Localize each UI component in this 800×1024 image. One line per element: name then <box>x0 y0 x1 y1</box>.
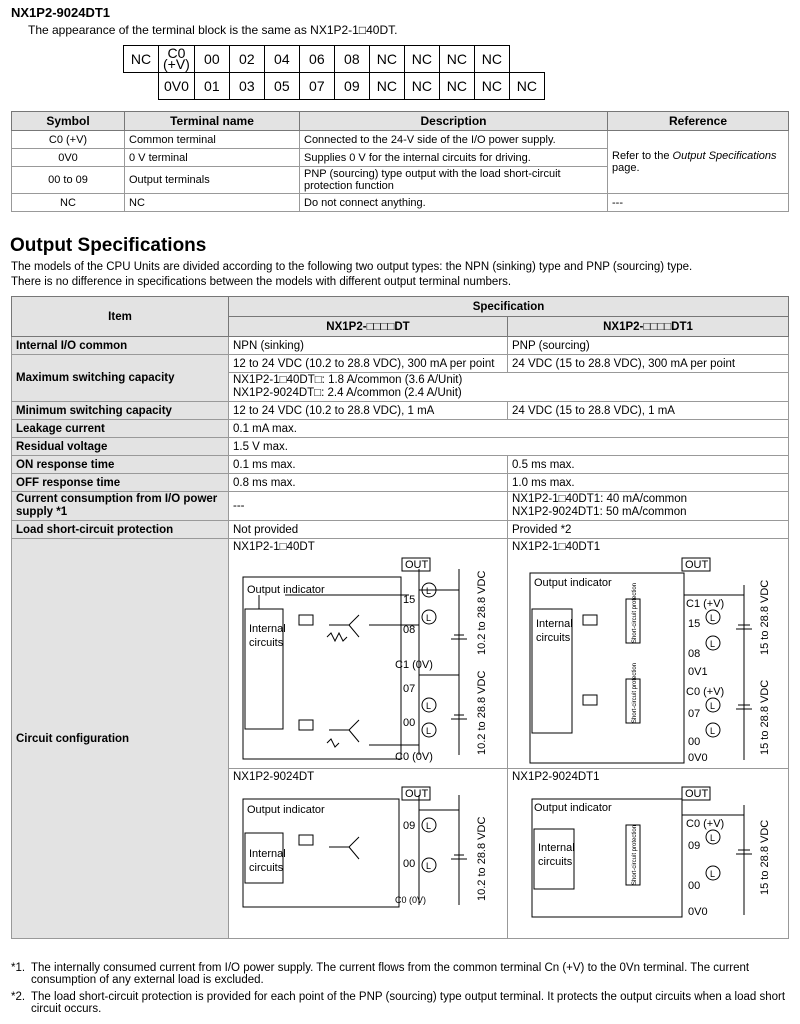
table-row <box>12 539 789 769</box>
voltage-label: 15 to 28.8 VDC <box>759 679 771 755</box>
diagram-cell-pnp-40 <box>508 539 789 769</box>
terminal: NC <box>124 46 159 73</box>
terminal-label: 00 <box>688 736 701 748</box>
terminal-label: 08 <box>403 624 416 636</box>
table-row <box>12 438 789 456</box>
table-row <box>12 355 789 373</box>
terminal-label: 00 <box>688 880 701 892</box>
terminal-label: C0 (+V) <box>686 686 725 698</box>
diagram-label: NX1P2-9024DT1 <box>512 771 600 783</box>
internal-label: Internal <box>249 848 286 860</box>
terminal: NC <box>369 46 404 73</box>
terminal: 05 <box>264 73 299 100</box>
item-cell: Circuit configuration <box>12 539 229 939</box>
cell: NC <box>125 194 300 212</box>
cell: Common terminal <box>125 131 300 149</box>
cell: NC <box>12 194 125 212</box>
terminal-row-1 <box>124 46 545 73</box>
cell-line: NX1P2-1□40DT1: 40 mA/common <box>512 493 688 505</box>
cell: 00 to 09 <box>12 167 125 194</box>
table-row <box>12 402 789 420</box>
terminal-label: 0V1 <box>688 666 708 678</box>
paragraph: There is no difference in specifications between the models with different output terminal numbers. <box>11 276 512 288</box>
cell: --- <box>608 194 789 212</box>
cell: 0.1 ms max. <box>229 456 508 474</box>
cell: --- <box>229 492 508 521</box>
terminal-label: C0 (0V) <box>395 895 427 905</box>
internal-box <box>243 577 401 759</box>
terminal-label: 15 <box>403 594 416 606</box>
cell-line: NX1P2-9024DT1: 50 mA/common <box>512 506 687 518</box>
npn-24-circuit-diagram <box>229 785 499 935</box>
protection-label: Short-circuit protection <box>632 582 638 643</box>
item-cell: OFF response time <box>12 474 229 492</box>
col-header: Terminal name <box>125 112 300 131</box>
item-cell: Maximum switching capacity <box>12 355 229 402</box>
terminal: NC <box>474 73 509 100</box>
diagram-cell-pnp-24 <box>508 769 789 939</box>
cell: Output terminals <box>125 167 300 194</box>
load-label: L <box>710 833 716 843</box>
terminal-row-2 <box>124 73 545 100</box>
terminal-spacer <box>124 73 159 100</box>
reference-cell <box>608 131 789 194</box>
cell: Provided *2 <box>508 521 789 539</box>
load-label: L <box>426 726 432 736</box>
cell: Not provided <box>229 521 508 539</box>
load-label: L <box>710 726 716 736</box>
terminal-label: C0 (+V) <box>686 818 725 830</box>
cell: 12 to 24 VDC (10.2 to 28.8 VDC), 1 mA <box>229 402 508 420</box>
terminal: NC <box>404 46 439 73</box>
diagram-label: NX1P2-1□40DT1 <box>512 541 601 553</box>
load-label: L <box>710 613 716 623</box>
table-row <box>12 194 789 212</box>
cell: Do not connect anything. <box>300 194 608 212</box>
col-header: Symbol <box>12 112 125 131</box>
load-label: L <box>710 701 716 711</box>
output-indicator-label: Output indicator <box>247 584 325 596</box>
item-cell: Load short-circuit protection <box>12 521 229 539</box>
item-cell: Leakage current <box>12 420 229 438</box>
voltage-label: 10.2 to 28.8 VDC <box>476 816 488 901</box>
table-row <box>12 456 789 474</box>
voltage-label: 15 to 28.8 VDC <box>759 579 771 655</box>
terminal-label: 00 <box>403 717 416 729</box>
diagram-label: NX1P2-9024DT <box>233 771 315 783</box>
terminal: C0 (+V) <box>159 46 195 73</box>
item-cell: Internal I/O common <box>12 337 229 355</box>
terminal-spacer <box>509 46 544 73</box>
reference-text: page. <box>612 162 640 174</box>
load-label: L <box>426 586 432 596</box>
load-label: L <box>426 861 432 871</box>
terminal-label: 00 <box>403 858 416 870</box>
col-header-pnp: NX1P2-□□□□DT1 <box>508 317 789 337</box>
voltage-label: 10.2 to 28.8 VDC <box>476 570 488 655</box>
load-label: L <box>426 821 432 831</box>
paragraph: The models of the CPU Units are divided according to the following two output types: the NPN (sinking) type and PNP (sourcing) type. <box>11 261 693 273</box>
cell <box>229 373 789 402</box>
load-label: L <box>710 639 716 649</box>
cell-line: NX1P2-9024DT□: 2.4 A/common (2.4 A/Unit) <box>233 387 462 399</box>
cell: 0.5 ms max. <box>508 456 789 474</box>
terminal: 00 <box>194 46 229 73</box>
model-heading: NX1P2-9024DT1 <box>11 5 110 20</box>
terminal: 0V0 <box>159 73 195 100</box>
cell: 0.1 mA max. <box>229 420 789 438</box>
out-label: OUT <box>405 788 429 800</box>
cell: 1.5 V max. <box>229 438 789 456</box>
cell: 0 V terminal <box>125 149 300 167</box>
footnote-text: The internally consumed current from I/O power supply. The current flows from the common terminal Cn (+V) to the 0Vn terminal. The current consumption of any external load is excluded. <box>31 962 750 986</box>
section-title: Output Specifications <box>10 235 207 256</box>
load-label: L <box>426 701 432 711</box>
table-row <box>12 337 789 355</box>
terminal-label: 09 <box>403 820 416 832</box>
terminal: NC <box>439 73 474 100</box>
cell: 12 to 24 VDC (10.2 to 28.8 VDC), 300 mA per point <box>229 355 508 373</box>
terminal-block <box>123 45 545 100</box>
cell-line: NX1P2-1□40DT□: 1.8 A/common (3.6 A/Unit) <box>233 374 463 386</box>
pnp-40-circuit-diagram <box>508 555 778 765</box>
voltage-label: 10.2 to 28.8 VDC <box>476 670 488 755</box>
cell: C0 (+V) <box>12 131 125 149</box>
terminal: NC <box>369 73 404 100</box>
terminal: 08 <box>334 46 369 73</box>
reference-text: Refer to the <box>612 150 673 162</box>
cell: 24 VDC (15 to 28.8 VDC), 300 mA per point <box>508 355 789 373</box>
diagram-label: NX1P2-1□40DT <box>233 541 315 553</box>
terminal-label: C0 (0V) <box>395 751 433 763</box>
load-label: L <box>426 613 432 623</box>
terminal: NC <box>474 46 509 73</box>
circuits-label: circuits <box>249 637 284 649</box>
out-label: OUT <box>685 788 709 800</box>
out-label: OUT <box>685 559 709 571</box>
terminal-label: C1 (0V) <box>395 659 433 671</box>
footnote-mark: *2. <box>11 991 26 1003</box>
terminal: 01 <box>194 73 229 100</box>
table-row <box>12 492 789 521</box>
cell: 24 VDC (15 to 28.8 VDC), 1 mA <box>508 402 789 420</box>
footnote-2 <box>11 991 789 1015</box>
cell: Connected to the 24-V side of the I/O power supply. <box>300 131 608 149</box>
terminal-label: 08 <box>688 648 701 660</box>
terminal-symbol-table <box>11 111 789 212</box>
col-header-npn: NX1P2-□□□□DT <box>229 317 508 337</box>
col-header: Reference <box>608 112 789 131</box>
circuits-label: circuits <box>536 632 571 644</box>
item-cell: Minimum switching capacity <box>12 402 229 420</box>
cell: PNP (sourcing) <box>508 337 789 355</box>
intro-text: The appearance of the terminal block is the same as NX1P2-1□40DT. <box>28 23 398 37</box>
terminal: NC <box>509 73 544 100</box>
terminal: 09 <box>334 73 369 100</box>
table-row <box>12 420 789 438</box>
output-indicator-label: Output indicator <box>534 802 612 814</box>
cell: NPN (sinking) <box>229 337 508 355</box>
terminal: 04 <box>264 46 299 73</box>
terminal-label: 0V0 <box>688 752 708 764</box>
output-indicator-label: Output indicator <box>534 577 612 589</box>
reference-link[interactable]: Output Specifications <box>672 150 777 162</box>
cell: PNP (sourcing) type output with the load short-circuit protection function <box>300 167 608 194</box>
item-cell: Current consumption from I/O power supply *1 <box>12 492 229 521</box>
footnote-mark: *1. <box>11 962 26 974</box>
terminal: 06 <box>299 46 334 73</box>
cell: 1.0 ms max. <box>508 474 789 492</box>
terminal: 02 <box>229 46 264 73</box>
terminal-label: C1 (+V) <box>686 598 725 610</box>
out-label: OUT <box>405 559 429 571</box>
cell: 0.8 ms max. <box>229 474 508 492</box>
terminal-label: 09 <box>688 840 701 852</box>
terminal: 07 <box>299 73 334 100</box>
output-spec-table <box>11 296 789 939</box>
diagram-cell-npn-40 <box>229 539 508 769</box>
protection-label: Short-circuit protection <box>632 662 638 723</box>
footnote-1 <box>11 962 789 986</box>
footnote-text: The load short-circuit protection is provided for each point of the PNP (sourcing) type output terminal. It protects the output circuits when a load short circuit occurs. <box>31 991 786 1015</box>
terminal-label: 07 <box>688 708 701 720</box>
output-indicator-label: Output indicator <box>247 804 325 816</box>
col-header: Specification <box>229 297 789 317</box>
internal-label: Internal <box>249 623 286 635</box>
diagram-cell-npn-24 <box>229 769 508 939</box>
terminal: NC <box>439 46 474 73</box>
voltage-label: 15 to 28.8 VDC <box>759 819 771 895</box>
pnp-24-circuit-diagram <box>508 785 778 935</box>
protection-label: Short-circuit protection <box>632 824 638 885</box>
item-cell: Residual voltage <box>12 438 229 456</box>
circuits-label: circuits <box>538 856 573 868</box>
col-header: Item <box>12 297 229 337</box>
table-row <box>12 521 789 539</box>
circuits-label: circuits <box>249 862 284 874</box>
terminal: NC <box>404 73 439 100</box>
terminal-label: 07 <box>403 683 416 695</box>
cell: Supplies 0 V for the internal circuits for driving. <box>300 149 608 167</box>
item-cell: ON response time <box>12 456 229 474</box>
internal-label: Internal <box>538 842 575 854</box>
terminal: 03 <box>229 73 264 100</box>
table-row <box>12 474 789 492</box>
npn-40-circuit-diagram <box>229 555 499 765</box>
load-label: L <box>710 869 716 879</box>
col-header: Description <box>300 112 608 131</box>
internal-label: Internal <box>536 618 573 630</box>
terminal-label: 15 <box>688 618 701 630</box>
table-row <box>12 131 789 149</box>
cell: 0V0 <box>12 149 125 167</box>
terminal-label: 0V0 <box>688 906 708 918</box>
cell <box>508 492 789 521</box>
